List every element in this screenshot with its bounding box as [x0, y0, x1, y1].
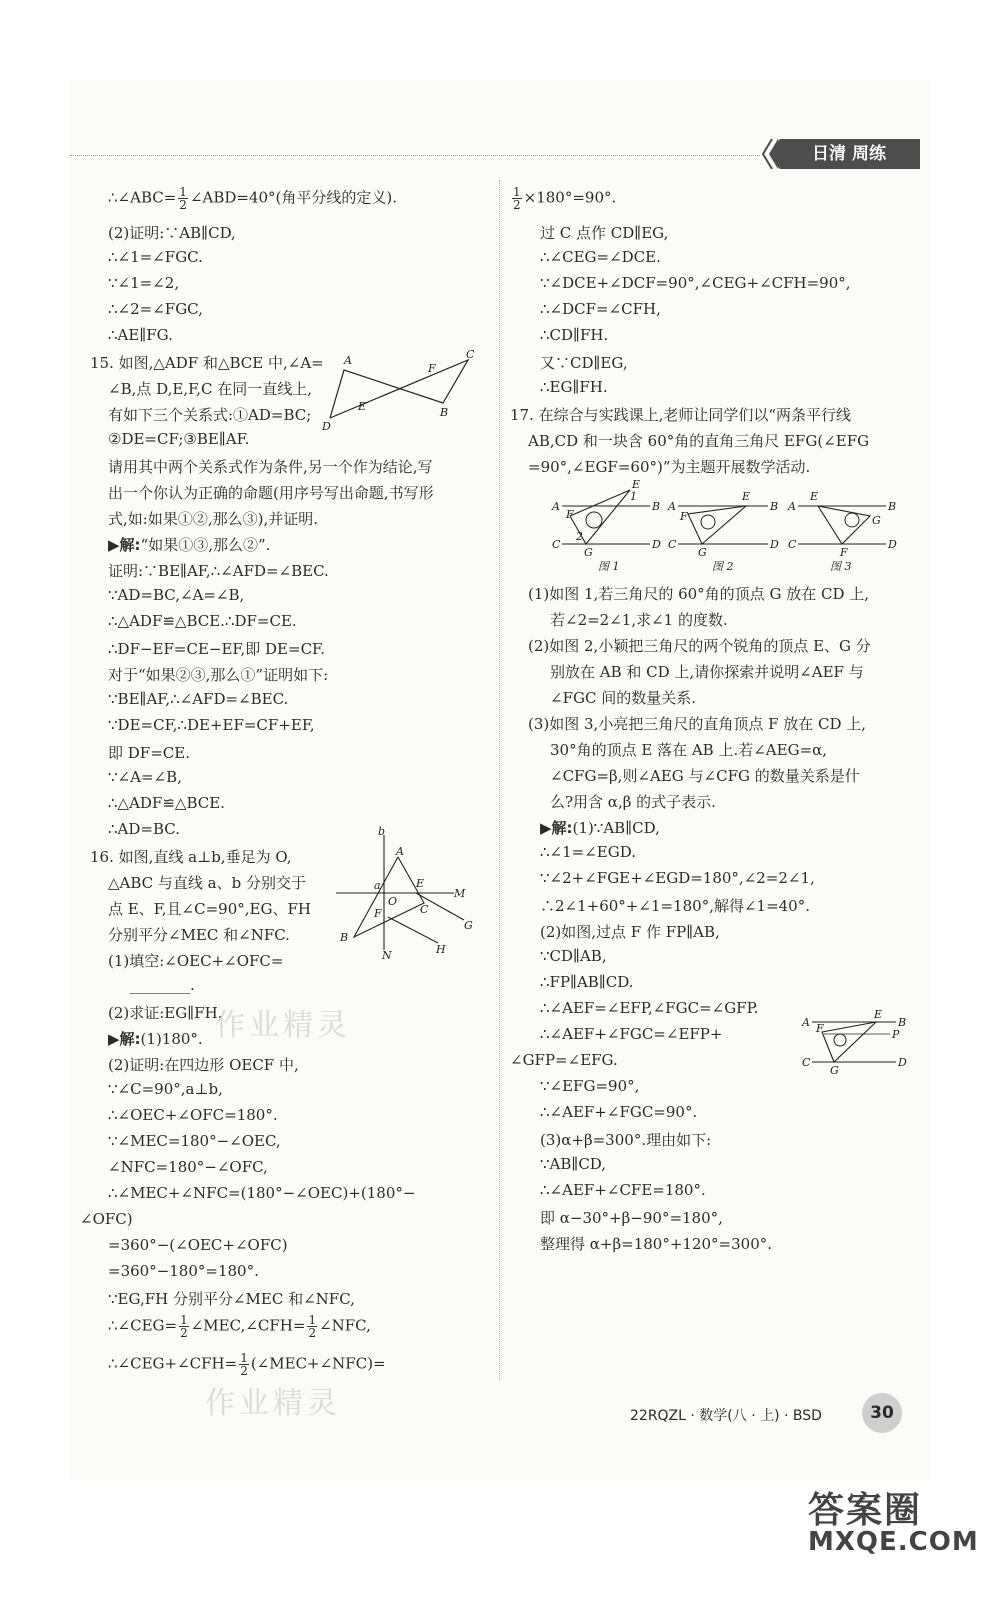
label-B: B: [770, 500, 779, 513]
text-line: ∴△ADF≌△BCE.: [108, 794, 225, 812]
label-A: A: [788, 500, 796, 513]
text-line: 证明:∵BE∥AF,∴∠AFD=∠BEC.: [108, 562, 329, 580]
fraction: $\frac{1}{2}$: [240, 1351, 248, 1378]
text-line: ∴AD=BC.: [108, 820, 180, 838]
text-line: ∵∠1=∠2,: [108, 274, 180, 292]
text-line: ∠NFC=180°−∠OFC,: [108, 1158, 268, 1176]
label-C: C: [466, 350, 475, 361]
text-line: 请用其中两个关系式作为条件,另一个作为结论,写: [108, 458, 433, 476]
label-1: 1: [630, 490, 637, 503]
figure-16: [336, 825, 476, 965]
text-line: 即 DF=CE.: [108, 744, 190, 762]
label-M: M: [454, 887, 466, 900]
text-line: ∴DF−EF=CE−EF,即 DE=CF.: [108, 640, 325, 658]
text-line: ∵∠EFG=90°,: [540, 1077, 640, 1095]
label-G: G: [464, 919, 473, 932]
text-line: (2)求证:EG∥FH.: [108, 1004, 223, 1022]
text-line: ∵BE∥AF,∴∠AFD=∠BEC.: [108, 690, 289, 708]
text-line: △ABC 与直线 a、b 分别交于: [108, 874, 306, 892]
text-line: ∵AB∥CD,: [540, 1155, 607, 1173]
text-line: ∠FGC 间的数量关系.: [550, 689, 696, 707]
label-B: B: [440, 406, 449, 419]
solution-line: ▶解:“如果①③,那么②”.: [108, 536, 271, 554]
text-line: ∴∠CEG= $\frac{1}{2}$ ∠MEC,∠CFH= $\frac{1}{2}$ ∠NFC,: [108, 1313, 371, 1340]
label-F: F: [566, 508, 574, 521]
footer-info: 22RQZL · 数学(八 · 上) · BSD: [630, 1408, 822, 1424]
text-line: 式,如:如果①②,那么③),并证明.: [108, 510, 318, 528]
label-D: D: [322, 420, 331, 432]
text-line: ∠OFC): [80, 1210, 133, 1228]
text-line: ∴∠1=∠EGD.: [540, 843, 636, 861]
label-F: F: [816, 1022, 824, 1035]
text-line: ∵∠2+∠FGE+∠EGD=180°,∠2=2∠1,: [540, 869, 815, 887]
text-line: ∴∠2=∠FGC,: [108, 300, 203, 318]
text-line: 分别平分∠MEC 和∠NFC.: [108, 926, 290, 944]
text-line: ∠B,点 D,E,F,C 在同一直线上,: [108, 380, 312, 398]
label-B: B: [898, 1016, 907, 1029]
label-E: E: [810, 490, 819, 503]
text-line: ∴∠OEC+∠OFC=180°.: [108, 1106, 278, 1124]
fraction: $\frac{1}{2}$: [180, 1313, 188, 1340]
text-line: 即 α−30°+β−90°=180°,: [540, 1209, 723, 1227]
label-E: E: [358, 400, 367, 413]
label-2: 2: [576, 530, 583, 543]
text-line: 若∠2=2∠1,求∠1 的度数.: [550, 611, 728, 629]
label-G: G: [698, 546, 707, 559]
fraction: $\frac{1}{2}$: [308, 1313, 317, 1340]
text-line: 整理得 α+β=180°+120°=300°.: [540, 1235, 773, 1253]
label-G: G: [872, 514, 881, 527]
page-number: 30: [862, 1393, 902, 1433]
section-badge: 日清 周练: [778, 139, 920, 169]
label-F: F: [428, 362, 436, 375]
label-G: G: [584, 546, 593, 559]
label-A: A: [396, 845, 404, 858]
text-line: ∵DE=CF,∴DE+EF=CF+EF,: [108, 716, 315, 734]
figure-17-set: [550, 478, 900, 578]
label-F: F: [680, 510, 688, 523]
text-line: ∴CD∥FH.: [540, 326, 609, 344]
label-C: C: [668, 538, 677, 551]
text-line: =90°,∠EGF=60°)”为主题开展数学活动.: [528, 458, 811, 476]
text-line: ∵EG,FH 分别平分∠MEC 和∠NFC,: [108, 1290, 355, 1308]
label-C: C: [420, 903, 429, 916]
text-line: ∴∠AEF+∠FGC=90°.: [540, 1103, 698, 1121]
problem-16-stem: 16. 如图,直线 a⊥b,垂足为 O,: [90, 848, 292, 866]
text-line: ∵CD∥AB,: [540, 947, 607, 965]
column-divider: [499, 180, 500, 1380]
text-line: ∵∠A=∠B,: [108, 768, 182, 786]
label-E: E: [742, 490, 751, 503]
text-line: ∴∠AEF=∠EFP,∠FGC=∠GFP.: [540, 999, 759, 1017]
text-line: ∴∠MEC+∠NFC=(180°−∠OEC)+(180°−: [108, 1184, 416, 1202]
figure-17-solution: [800, 1008, 910, 1078]
text-line: ∴∠DCF=∠CFH,: [540, 300, 661, 318]
text-line: (3)α+β=300°.理由如下:: [540, 1131, 712, 1149]
text-line: ∴2∠1+60°+∠1=180°,解得∠1=40°.: [540, 897, 810, 915]
text-line: (3)如图 3,小亮把三角尺的直角顶点 F 放在 CD 上,: [528, 715, 867, 733]
header-rule: [70, 155, 760, 156]
label-F: F: [840, 546, 848, 559]
solution-line: ▶解:(1)180°.: [108, 1030, 203, 1048]
text-line: ②DE=CF;③BE∥AF.: [108, 430, 250, 448]
watermark: 作业精灵: [215, 1008, 351, 1043]
problem-17-stem: 17. 在综合与实践课上,老师让同学们以“两条平行线: [510, 406, 852, 424]
text-line: $\frac{1}{2}$ ×180°=90°.: [513, 185, 617, 212]
label-F: F: [374, 907, 382, 920]
label-C: C: [552, 538, 561, 551]
label-A: A: [802, 1016, 810, 1029]
corner-logo: 答案圈 MXQE.COM: [808, 1490, 979, 1557]
text-line: ∠CFG=β,则∠AEG 与∠CFG 的数量关系是什: [550, 767, 860, 785]
text-line: (2)证明:∵AB∥CD,: [108, 224, 236, 242]
badge-chevron-icon: [760, 139, 778, 169]
text-line: 别放在 AB 和 CD 上,请你探索并说明∠AEF 与: [550, 663, 864, 681]
text-line: (2)如图,过点 F 作 FP∥AB,: [540, 923, 720, 941]
text-line: ∴∠CEG+∠CFH= $\frac{1}{2}$ (∠MEC+∠NFC)=: [108, 1351, 386, 1378]
label-D: D: [770, 538, 779, 551]
text-line: ∵∠C=90°,a⊥b,: [108, 1080, 223, 1098]
label-H: H: [436, 943, 446, 956]
text-line: AB,CD 和一块含 60°角的直角三角尺 EFG(∠EFG: [528, 432, 870, 450]
label-N: N: [382, 949, 392, 962]
label-a: a: [374, 879, 381, 892]
label-E: E: [874, 1008, 883, 1021]
text-line: ∠GFP=∠EFG.: [510, 1051, 618, 1069]
text-line: ∴△ADF≌△BCE.∴DF=CE.: [108, 612, 297, 630]
watermark: 作业精灵: [205, 1386, 341, 1421]
label-E: E: [632, 478, 641, 491]
label-E: E: [416, 877, 425, 890]
figure-2-caption: 图 2: [712, 560, 734, 573]
label-P: P: [892, 1028, 900, 1041]
text-line: =360°−180°=180°.: [108, 1262, 259, 1280]
text-line: 点 E、F,且∠C=90°,EG、FH: [108, 900, 311, 918]
figure-3-caption: 图 3: [830, 560, 852, 573]
text-line: (2)证明:在四边形 OECF 中,: [108, 1056, 299, 1074]
label-B: B: [888, 500, 897, 513]
text-line: 对于“如果②③,那么①”证明如下:: [108, 666, 329, 684]
answer-arrow-icon: ▶: [108, 536, 120, 554]
text-line: ∴∠CEG=∠DCE.: [540, 248, 661, 266]
label-A: A: [668, 500, 676, 513]
answer-arrow-icon: ▶: [108, 1030, 120, 1048]
text-line: ∴∠AEF+∠FGC=∠EFP+: [540, 1025, 723, 1043]
text-line: 又∵CD∥EG,: [540, 354, 628, 372]
text-line: ∵∠MEC=180°−∠OEC,: [108, 1132, 281, 1150]
label-B: B: [340, 931, 349, 944]
label-A: A: [344, 354, 352, 367]
text-line: ∴EG∥FH.: [540, 378, 608, 396]
text-line: (1)填空:∠OEC+∠OFC=: [108, 952, 284, 970]
label-O: O: [388, 895, 398, 908]
text-line: (2)如图 2,小颖把三角尺的两个锐角的顶点 E、G 分: [528, 637, 871, 655]
text-line: 过 C 点作 CD∥EG,: [540, 224, 669, 242]
label-C: C: [788, 538, 797, 551]
text-line: 有如下三个关系式:①AD=BC;: [108, 406, 312, 424]
text-line: ∵∠DCE+∠DCF=90°,∠CEG+∠CFH=90°,: [540, 274, 851, 292]
label-G: G: [830, 1064, 839, 1077]
figure-1-caption: 图 1: [598, 560, 620, 573]
text-line: ∴AE∥FG.: [108, 326, 173, 344]
text-line: ∴FP∥AB∥CD.: [540, 973, 634, 991]
text-line: ∵AD=BC,∠A=∠B,: [108, 586, 245, 604]
text-line: ∴∠1=∠FGC.: [108, 248, 203, 266]
fraction: $\frac{1}{2}$: [179, 185, 187, 212]
label-D: D: [888, 538, 897, 551]
label-D: D: [898, 1056, 907, 1069]
text-line: 么?用含 α,β 的式子表示.: [550, 793, 716, 811]
text-line: ∴∠ABC= $\frac{1}{2}$ ∠ABD=40°(角平分线的定义).: [108, 185, 398, 212]
blank-line: ________.: [130, 976, 195, 994]
text-line: =360°−(∠OEC+∠OFC): [108, 1236, 288, 1254]
label-B: B: [652, 500, 661, 513]
figure-15: [318, 350, 483, 432]
text-line: 30°角的顶点 E 落在 AB 上.若∠AEG=α,: [550, 741, 828, 759]
label-b: b: [378, 825, 386, 838]
solution-line: ▶解:(1)∵AB∥CD,: [540, 819, 660, 837]
label-D: D: [652, 538, 661, 551]
text-line: ∴∠AEF+∠CFE=180°.: [540, 1181, 706, 1199]
label-C: C: [802, 1056, 811, 1069]
text-line: (1)如图 1,若三角尺的 60°角的顶点 G 放在 CD 上,: [528, 585, 870, 603]
problem-15-stem: 15. 如图,△ADF 和△BCE 中,∠A=: [90, 354, 324, 372]
text-line: 出一个你认为正确的命题(用序号写出命题,书写形: [108, 484, 434, 502]
answer-arrow-icon: ▶: [540, 819, 552, 837]
label-A: A: [552, 500, 560, 513]
fraction: $\frac{1}{2}$: [513, 185, 521, 212]
